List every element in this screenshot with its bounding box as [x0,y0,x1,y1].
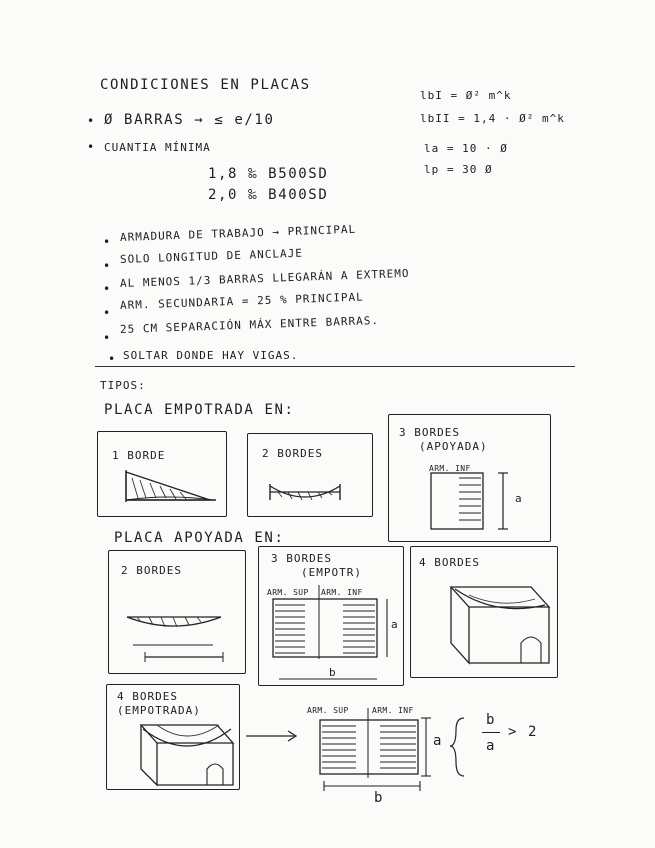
bullet-dot: • [103,259,111,273]
sketch-empotrada-4-bordes [106,684,240,790]
empotrada-heading: PLACA EMPOTRADA EN: [104,402,295,418]
bullet-dot: • [103,306,111,320]
case-label: 1 BORDE [112,449,166,462]
bullet-dot: • [103,331,111,345]
fixed-beam-moment-diagram [248,434,374,518]
case-label: 3 BORDES [399,426,460,439]
case-sublabel: (EMPOTRADA) [117,704,201,717]
barras-condition: Ø BARRAS → ≤ e/10 [104,112,275,128]
case-label: 2 BORDES [262,447,323,460]
ratio-denominator: a [486,738,497,754]
bullet-item: ARMADURA DE TRABAJO → PRINCIPAL [119,222,357,244]
bullet-item: AL MENOS 1/3 BARRAS LLEGARÁN A EXTREMO [119,266,410,290]
bullet-dot: • [103,235,111,249]
box-slab-3d-sketch [411,547,559,679]
dim-a: a [515,492,523,505]
arm-inf-label: ARM. INF [372,706,414,715]
arrow-icon [244,726,304,746]
arm-sup-label: ARM. SUP [307,706,349,715]
case-sublabel: (EMPOTR) [301,566,362,579]
cantilever-moment-diagram [98,432,228,518]
dim-b: b [374,790,385,806]
formula-lp: lp = 30 Ø [424,163,493,176]
ratio-numerator: b [486,712,497,728]
sketch-apoyada-2-bordes [108,550,246,674]
section-divider [95,366,575,367]
bullet-item: ARM. SECUNDARIA = 25 % PRINCIPAL [119,290,364,312]
bullet-item: SOLTAR DONDE HAY VIGAS. [123,349,299,362]
arm-inf-label: ARM. INF [321,588,363,597]
fraction-bar [482,732,500,733]
box-slab-3d-sketch [107,685,241,791]
cuantia-b500: 1,8 ‰ B500SD [208,166,329,182]
tipos-label: TIPOS: [100,379,146,392]
formula-la: la = 10 · Ø [424,142,508,155]
bullet-item: SOLO LONGITUD DE ANCLAJE [119,246,304,266]
slab-plan-4-bordes [300,706,500,816]
bullet-dot: • [87,114,95,128]
formula-lb1: lbI = Ø² m^k [420,89,512,102]
arm-inf-label: ARM. INF [429,464,471,473]
slab-plan-3-bordes [389,415,552,543]
case-sublabel: (APOYADA) [419,440,488,453]
cuantia-b400: 2,0 ‰ B400SD [208,187,329,203]
dim-a: a [391,618,399,631]
bullet-dot: • [87,140,95,154]
dim-a: a [433,733,444,749]
simply-supported-moment-diagram [109,551,247,675]
apoyada-heading: PLACA APOYADA EN: [114,530,285,546]
case-label: 4 BORDES [117,690,178,703]
arm-sup-label: ARM. SUP [267,588,309,597]
sketch-empotrada-2-bordes [247,433,373,517]
sketch-empotrada-1-borde [97,431,227,517]
dim-b: b [329,666,337,679]
sketch-apoyada-4-bordes [410,546,558,678]
case-label: 3 BORDES [271,552,332,565]
sketch-apoyada-3-bordes [258,546,404,686]
formula-lb2: lbII = 1,4 · Ø² m^k [420,112,565,125]
cuantia-minima: CUANTIA MÍNIMA [104,141,211,154]
bullet-dot: • [103,282,111,296]
case-label: 4 BORDES [419,556,480,569]
bullet-item: 25 CM SEPARACIÓN MÁX ENTRE BARRAS. [119,313,380,336]
case-label: 2 BORDES [121,564,182,577]
bullet-dot: • [108,352,116,366]
sketch-empotrada-3-bordes [388,414,551,542]
page-title: CONDICIONES EN PLACAS [100,77,311,93]
ratio-comparison: > 2 [508,724,539,740]
